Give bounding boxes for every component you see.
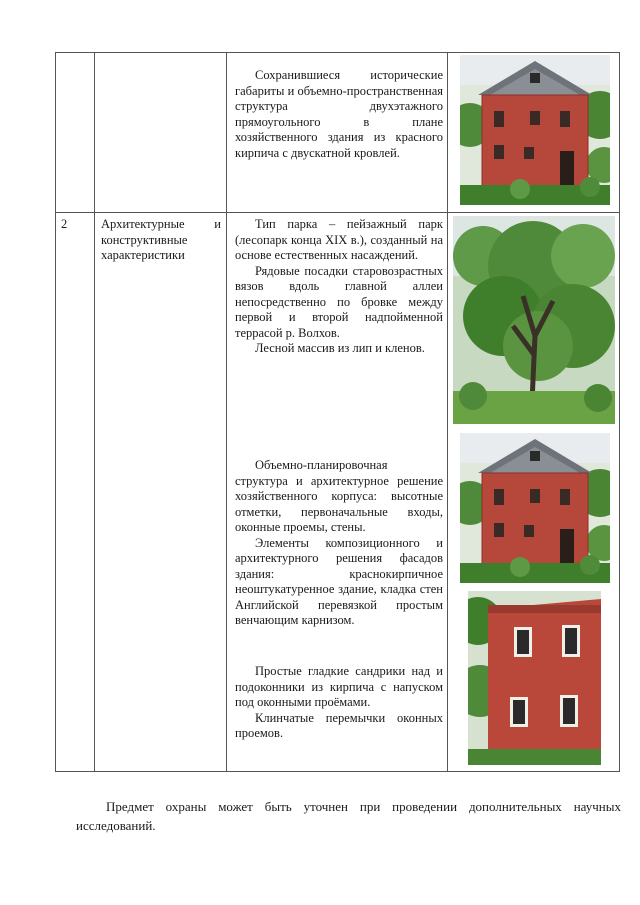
row-number: 2 bbox=[61, 217, 68, 231]
column-divider bbox=[94, 53, 95, 771]
column-divider bbox=[447, 53, 448, 771]
park-trees-photo bbox=[453, 216, 615, 424]
brick-building-photo bbox=[460, 55, 610, 205]
row-category: Архитектурные и конструктивные характеристики bbox=[101, 217, 221, 262]
park-trees-image bbox=[453, 216, 615, 424]
brick-building-image-2 bbox=[460, 433, 610, 583]
row1-description: Сохранившиеся исторические габариты и объемно-пространственная структура двухэтажного прямоугольного в плане хозяйственного здания из красного кирпича с двускатной кровлей. bbox=[235, 68, 443, 160]
window-details-description: Простые гладкие сандрики над и подоконники из кирпича с напуском под оконными проёмами. Клинчатые перемычки оконных проемов. bbox=[235, 664, 443, 740]
footer-note: Предмет охраны может быть уточнен при проведении дополнительных научных исследований. bbox=[76, 799, 621, 833]
facade-windows-photo bbox=[468, 591, 601, 765]
brick-building-photo-2 bbox=[460, 433, 610, 583]
brick-building-image bbox=[460, 55, 610, 205]
building-structure-description: Объемно-планировочная структура и архитектурное решение хозяйственного корпуса: высотные отметки, первоначальные входы, оконные проемы, стены. Элементы композиционного и архитектурного решения фасадов здания: краснокирпичное неоштукатуренное здание, кладка стен Английской перевязкой простым венчающим карнизом. bbox=[235, 458, 443, 627]
protection-table bbox=[55, 52, 620, 772]
row-divider bbox=[56, 212, 619, 213]
facade-windows-image bbox=[468, 591, 601, 765]
column-divider bbox=[226, 53, 227, 771]
park-description: Тип парка – пейзажный парк (лесопарк конца XIX в.), созданный на основе естественных насаждений. Рядовые посадки старовозрастных вязов вдоль главной аллеи непосредственно по бровке между первой и второй надпойменной террасой р. Волхов. Лесной массив из лип и кленов. bbox=[235, 217, 443, 355]
